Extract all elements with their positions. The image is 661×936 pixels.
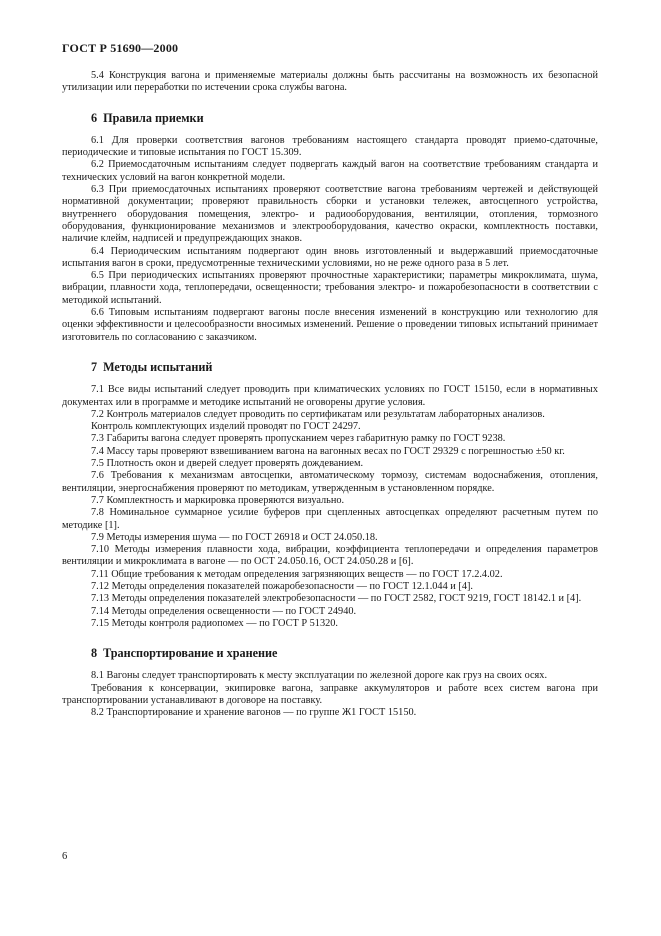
paragraph: 7.3 Габариты вагона следует проверять пропусканием через габаритную рамку по ГОСТ 9238. bbox=[91, 433, 506, 445]
paragraph: 6.2 Приемосдаточным испытаниям следует подвергать каждый вагон на соответствие требованиям стандарта и технических условий на вагон конкретной модели. bbox=[62, 159, 598, 183]
paragraph: 7.12 Методы определения показателей пожаробезопасности — по ГОСТ 12.1.044 и [4]. bbox=[91, 580, 473, 592]
paragraph: 7.7 Комплектность и маркировка проверяются визуально. bbox=[91, 494, 345, 506]
paragraph: 7.11 Общие требования к методам определения загрязняющих веществ — по ГОСТ 17.2.4.02. bbox=[91, 568, 503, 580]
paragraph: 7.1 Все виды испытаний следует проводить при климатических условиях по ГОСТ 15150, если в нормативных документах или в программе и методике испытаний не оговорены другие условия. bbox=[62, 384, 598, 408]
paragraph: 7.4 Массу тары проверяют взвешиванием вагона на вагонных весах по ГОСТ 29329 с погрешностью ±50 кг. bbox=[91, 445, 565, 457]
section-number: 8 bbox=[91, 646, 98, 661]
paragraph: 6.3 При приемосдаточных испытаниях проверяют соответствие вагона требованиям чертежей и действующей нормативной документации; проверяют правильность сборки и установки тележек, автосцепного устройства, внутреннего оборудования помещения, электро- и радиооборудования, вентиляции, отопления, тормозного оборудования, функционирование механизмов и электрооборудования, качество окраски, комплектность поставки, наличие клейм, надписей и предупреждающих знаков. bbox=[62, 184, 598, 245]
section-title: Транспортирование и хранение bbox=[103, 646, 278, 661]
paragraph: Требования к консервации, экипировке вагона, заправке аккумуляторов и работе всех систем вагона при транспортировании устанавливают в договоре на поставку. bbox=[62, 682, 598, 707]
paragraph: 7.10 Методы измерения плавности хода, вибрации, коэффициента теплопередачи и определения параметров вентиляции и микроклимата в вагоне — по ОСТ 24.050.16, ОСТ 24.050.28 и [6]. bbox=[62, 544, 598, 568]
paragraph: 7.15 Методы контроля радиопомех — по ГОСТ Р 51320. bbox=[91, 617, 338, 629]
section-title: Методы испытаний bbox=[103, 359, 213, 374]
paragraph: Контроль комплектующих изделий проводят по ГОСТ 24297. bbox=[91, 421, 361, 433]
section-number: 7 bbox=[91, 359, 98, 374]
paragraph: 6.1 Для проверки соответствия вагонов требованиям настоящего стандарта проводят приемо-сдаточные, периодические и типовые испытания по ГОСТ 15.309. bbox=[62, 134, 598, 159]
section-heading-6 bbox=[91, 112, 598, 124]
section-heading-8 bbox=[91, 647, 598, 659]
section-heading-7 bbox=[91, 361, 598, 373]
paragraph: 6.4 Периодическим испытаниям подвергают один вновь изготовленный и выдержавший приемосдаточные испытания вагон в сроки, предусмотренные техническими условиями, но не реже одного раза в 5 лет. bbox=[62, 245, 598, 269]
document-body bbox=[62, 70, 598, 720]
paragraph: 7.5 Плотность окон и дверей следует проверять дождеванием. bbox=[91, 458, 364, 470]
page-number: 6 bbox=[62, 851, 68, 862]
paragraph: 7.2 Контроль материалов следует проводить по сертификатам или результатам лабораторных анализов. bbox=[91, 408, 545, 420]
paragraph: 7.6 Требования к механизмам автосцепки, автоматическому тормозу, системам водоснабжения, отопления, вентиляции, энергоснабжения проверяют по методикам, утвержденным в установленном порядке. bbox=[62, 470, 598, 494]
paragraph: 8.2 Транспортирование и хранение вагонов — по группе Ж1 ГОСТ 15150. bbox=[91, 707, 417, 719]
paragraph: 6.5 При периодических испытаниях проверяют прочностные характеристики; параметры микроклимата, шума, вибрации, плавности хода, теплопередачи, освещенности; требования электро- и пожаробезопасности в соответствии с методикой испытаний. bbox=[62, 270, 598, 306]
document-code-header: ГОСТ Р 51690—2000 bbox=[62, 41, 179, 55]
paragraph: 8.1 Вагоны следует транспортировать к месту эксплуатации по железной дороге как груз на своих осях. bbox=[91, 670, 548, 682]
section-number: 6 bbox=[91, 110, 98, 125]
paragraph: 7.8 Номинальное суммарное усилие буферов при сцепленных автосцепках определяют расчетным путем по методике [1]. bbox=[62, 507, 598, 531]
paragraph: 7.14 Методы определения освещенности — по ГОСТ 24940. bbox=[91, 605, 357, 617]
paragraph-5-4: 5.4 Конструкция вагона и применяемые материалы должны быть рассчитаны на возможность их безопасной утилизации или переработки по истечении срока службы вагона. bbox=[62, 70, 598, 94]
section-title: Правила приемки bbox=[103, 110, 204, 125]
paragraph: 7.13 Методы определения показателей электробезопасности — по ГОСТ 2582, ГОСТ 9219, ГОСТ 18142.1 и [4]. bbox=[91, 593, 582, 605]
paragraph: 6.6 Типовым испытаниям подвергают вагоны после внесения изменений в конструкцию или технологию для оценки эффективности и целесообразности вносимых изменений. Решение о проведении типовых испытаний принимает изготовитель по согласованию с заказчиком. bbox=[62, 307, 598, 343]
paragraph: 7.9 Методы измерения шума — по ГОСТ 26918 и ОСТ 24.050.18. bbox=[91, 531, 378, 543]
